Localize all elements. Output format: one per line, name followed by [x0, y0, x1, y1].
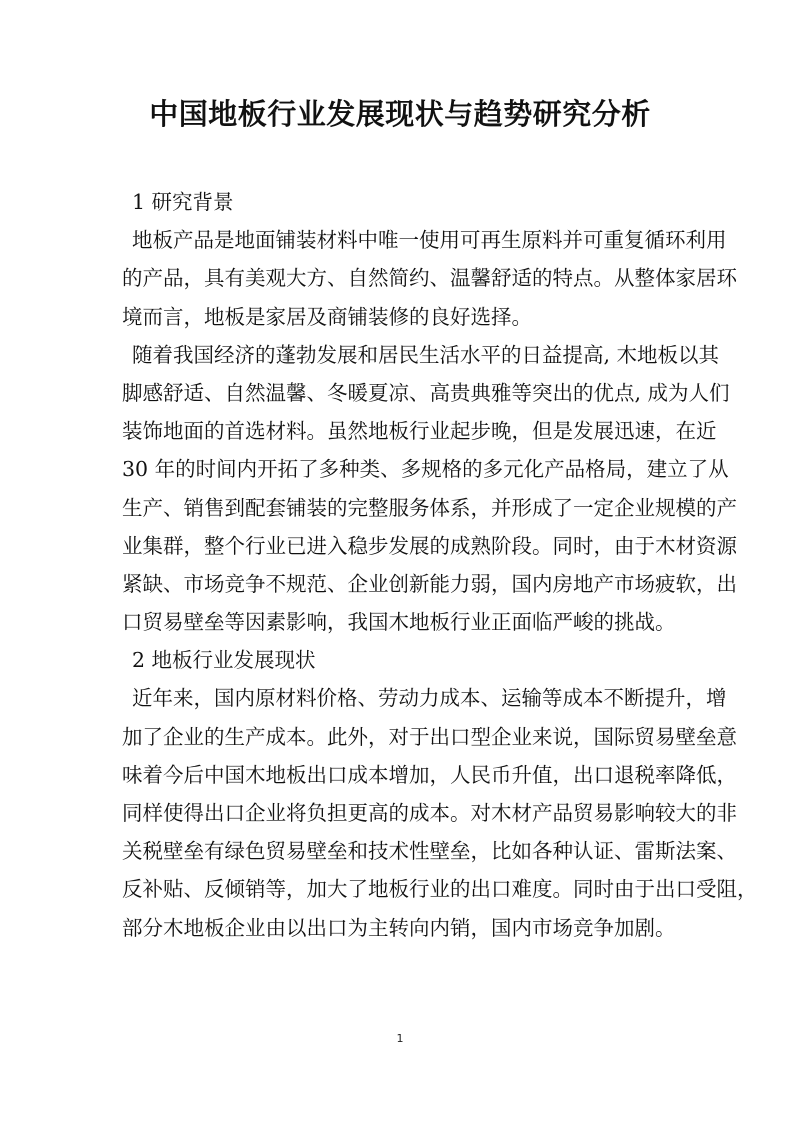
paragraph-line: 30 年的时间内开拓了多种类、多规格的多元化产品格局，建立了从 [122, 457, 729, 482]
paragraph-line: 地板产品是地面铺装材料中唯一使用可再生原料并可重复循环利用 [132, 228, 727, 253]
paragraph-line: 脚感舒适、自然温馨、冬暖夏凉、高贵典雅等突出的优点, 成为人们 [122, 380, 730, 405]
paragraph-line: 同样使得出口企业将负担更高的成本。对木材产品贸易影响较大的非 [122, 801, 737, 825]
section-heading: 1 研究背景 [132, 190, 234, 214]
paragraph [122, 336, 737, 642]
paragraph-line: 口贸易壁垒等因素影响，我国木地板行业正面临严峻的挑战。 [122, 610, 676, 635]
section-research-background [122, 183, 737, 641]
paragraph-line: 业集群，整个行业已进入稳步发展的成熟阶段。同时，由于木材资源 [122, 533, 737, 558]
section-heading: 2 地板行业发展现状 [132, 648, 316, 673]
paragraph-line: 紧缺、市场竞争不规范、企业创新能力弱，国内房地产市场疲软，出 [122, 571, 737, 596]
paragraph-line: 的产品，具有美观大方、自然简约、温馨舒适的特点。从整体家居环 [122, 266, 737, 291]
paragraph-line: 关税壁垒有绿色贸易壁垒和技术性壁垒，比如各种认证、雷斯法案、 [122, 839, 737, 864]
paragraph-line: 随着我国经济的蓬勃发展和居民生活水平的日益提高, 木地板以其 [132, 342, 720, 367]
paragraph-line: 味着今后中国木地板出口成本增加，人民币升值，出口退税率降低， [122, 762, 737, 787]
paragraph-line: 加了企业的生产成本。此外，对于出口型企业来说，国际贸易壁垒意 [122, 724, 737, 749]
paragraph-line: 境而言，地板是家居及商铺装修的良好选择。 [122, 304, 532, 329]
document-body [122, 183, 758, 947]
paragraph [122, 679, 758, 946]
paragraph-line: 装饰地面的首选材料。虽然地板行业起步晚，但是发展迅速，在近 [122, 419, 717, 444]
page-number: 1 [396, 1032, 404, 1045]
paragraph-line: 近年来，国内原材料价格、劳动力成本、运输等成本不断提升，增 [132, 686, 727, 711]
section-industry-status [122, 641, 758, 947]
paragraph [122, 221, 737, 336]
document-title: 中国地板行业发展现状与趋势研究分析 [149, 97, 651, 131]
paragraph-line: 反补贴、反倾销等，加大了地板行业的出口难度。同时由于出口受阻， [122, 877, 758, 902]
paragraph-line: 部分木地板企业由以出口为主转向内销，国内市场竞争加剧。 [122, 915, 676, 940]
paragraph-line: 生产、销售到配套铺装的完整服务体系，并形成了一定企业规模的产 [122, 495, 737, 520]
